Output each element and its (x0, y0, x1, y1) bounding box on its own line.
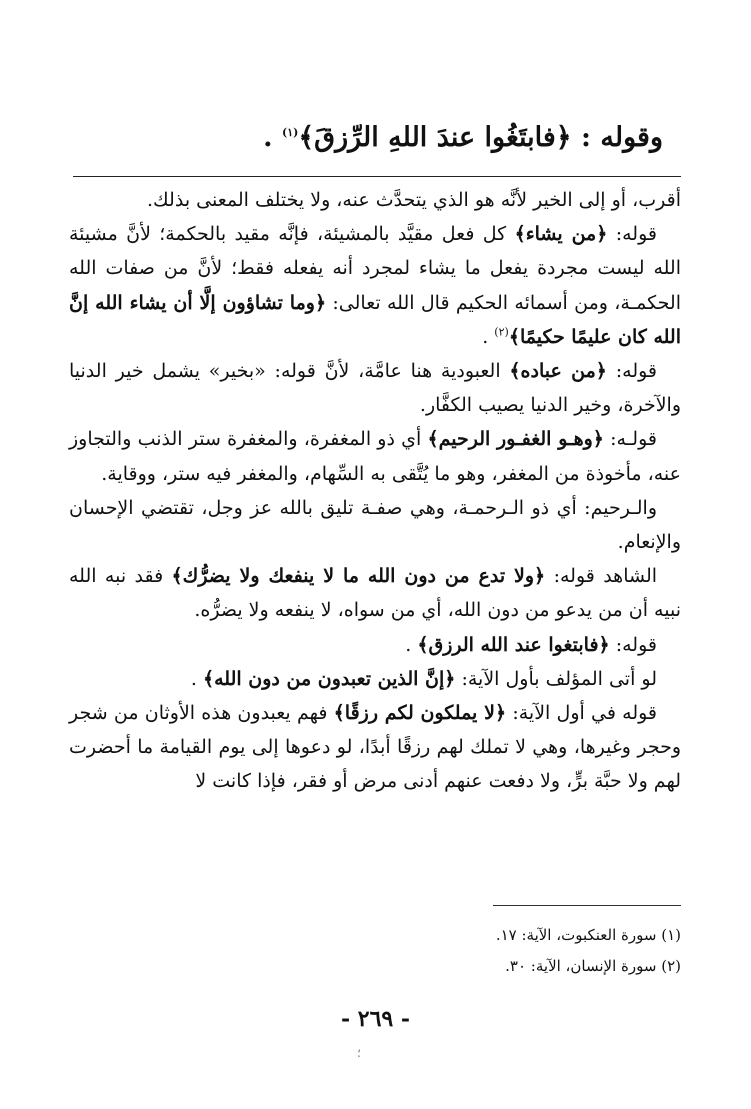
text-run: . (405, 633, 418, 656)
footnote-2: (٢) سورة الإنسان، الآية: ٣٠. (505, 957, 681, 975)
text-run: والـرحيم: أي ذو الـرحمـة، وهي صفـة تليق بالله عز وجل، تقتضي الإحسان والإنعام. (69, 496, 681, 554)
text-run: قوله في أول الآية: (506, 702, 658, 725)
quran-quote: ﴿من عباده﴾ (509, 360, 607, 383)
text-run: أي ذو المغفرة، والمغفرة ستر الذنب والتجاوز عنه، مأخوذة من المغفر، وهو ما يُتَّقى به السِّهام، والمغفر فيه ستر، ووقاية. (69, 428, 681, 485)
quran-quote: ﴿لا يملكون لكم رزقًا﴾ (333, 702, 507, 725)
footnote-1: (١) سورة العنكبوت، الآية: ١٧. (495, 926, 681, 944)
page-number: - ٢٦٩ - (340, 1006, 411, 1032)
text-run: . (190, 667, 203, 690)
paragraph-7 (69, 628, 681, 662)
quran-quote: ﴿وهـو الغفـور الرحيم﴾ (427, 428, 604, 451)
text-run: قوله: (607, 223, 657, 246)
text-run: فهم يعبدون هذه الأوثان من شجر وحجر وغيرها، وهي لا تملك لهم رزقًا أبدًا، لو دعوها إلى يوم القيامة ما أحضرت لهم ولا حبَّة برٍّ، ولا دفعت عنهم أدنى مرض أو فقر، فإذا كانت لا (69, 702, 681, 793)
text-run: كل فعل مقيَّد بالمشيئة، فإنَّه مقيد بالحكمة؛ لأنَّ مشيئة الله ليست مجردة يفعل ما يشاء لمجرد أنه يفعله فقط؛ لأنَّ من صفات الله الحكمـة، ومن أسمائه الحكيم قال الله تعالى: (69, 223, 681, 314)
section-heading (60, 118, 663, 158)
text-run: قوله: (606, 360, 658, 383)
quran-quote: ﴿وما تشاؤون إلَّا أن يشاء الله إنَّ الله كان عليمًا حكيمًا﴾ (69, 291, 681, 348)
quran-quote: ﴿ولا تدع من دون الله ما لا ينفعك ولا يضرُّك﴾ (171, 565, 546, 588)
body-text (69, 183, 681, 799)
text-run: قولـه: (603, 428, 657, 451)
text-run: . (482, 325, 495, 348)
text-run: فقد نبه الله نبيه أن من يدعو من دون الله، أي من سواه، لا ينفعه ولا يضرُّه. (69, 565, 681, 622)
footnotes (69, 920, 681, 982)
paragraph-3 (69, 354, 681, 422)
quran-quote: ﴿إنَّ الذين تعبدون من دون الله﴾ (202, 667, 456, 690)
paragraph-8 (69, 662, 681, 696)
heading-lead: وقوله : (571, 122, 663, 153)
paragraph-9 (69, 696, 681, 799)
paragraph-5 (69, 491, 681, 559)
footnote-ref: (٢) (494, 325, 509, 339)
heading-divider (73, 176, 681, 177)
text-run: العبودية هنا عامَّة، لأنَّ قوله: «بخير» يشمل خير الدنيا والآخرة، وخير الدنيا يصيب الكفَّار. (69, 360, 681, 417)
paragraph-4 (69, 422, 681, 490)
quran-quote: ﴿من يشاء﴾ (514, 223, 608, 246)
text-run: أقرب، أو إلى الخير لأنَّه هو الذي يتحدَّث عنه، ولا يختلف المعنى بذلك. (147, 189, 681, 211)
text-run: الشاهد قوله: (545, 565, 658, 588)
heading-end: . (263, 122, 282, 153)
footnote-divider (493, 905, 681, 906)
text-run: قوله: (609, 633, 657, 656)
paragraph-6 (69, 559, 681, 627)
quran-quote: ﴿فابتغوا عند الله الرزق﴾ (417, 633, 610, 656)
paragraph-2 (69, 217, 681, 354)
heading-footnote-ref: (١) (281, 126, 299, 139)
heading-quote: ﴿فابتَغُوا عندَ اللهِ الرِّزقَ﴾ (298, 122, 572, 153)
scan-mark: ؛ (357, 1046, 361, 1060)
text-run: لو أتى المؤلف بأول الآية: (455, 667, 657, 690)
paragraph-1 (69, 183, 681, 217)
